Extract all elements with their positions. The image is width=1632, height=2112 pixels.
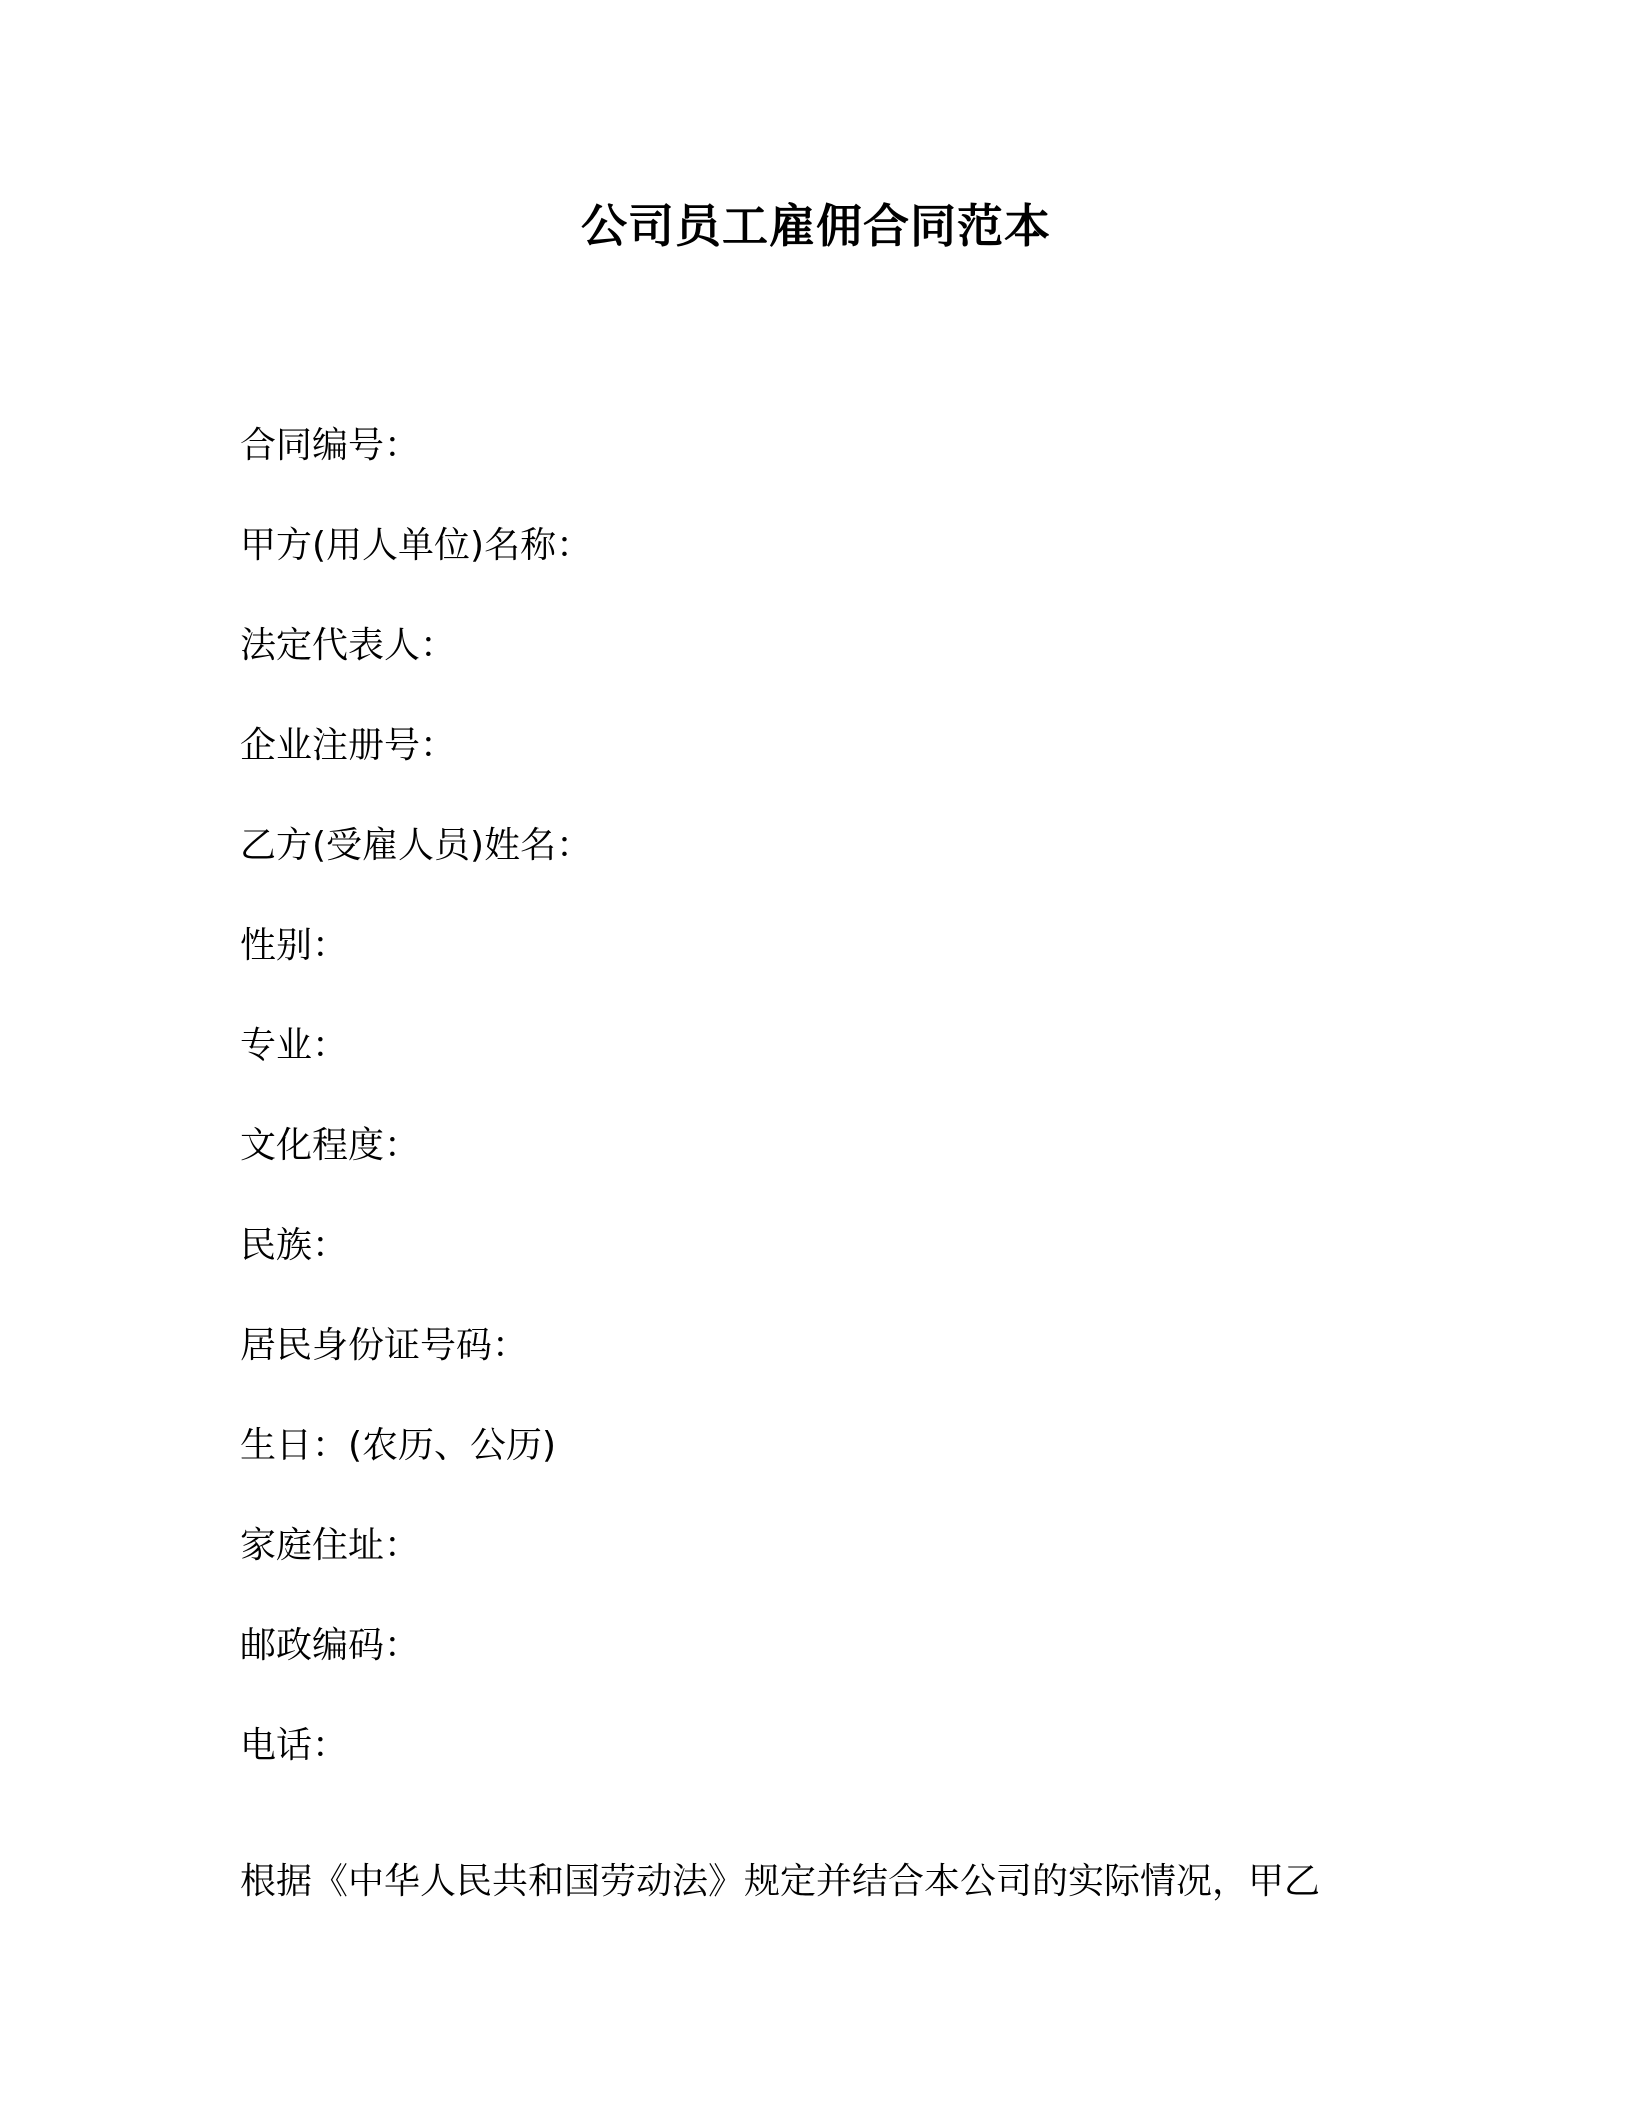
field-contract-number: 合同编号： (240, 425, 421, 466)
field-party-a-name: 甲方(用人单位)名称： (240, 525, 593, 566)
document-title: 公司员工雇佣合同范本 (581, 199, 1051, 253)
field-ethnicity: 民族： (240, 1225, 349, 1266)
field-party-b-name: 乙方(受雇人员)姓名： (240, 825, 593, 866)
field-gender: 性别： (240, 925, 349, 966)
field-birthday: 生日：(农历、公历) (240, 1425, 557, 1466)
contract-intro-paragraph: 根据《中华人民共和国劳动法》规定并结合本公司的实际情况，甲乙 (240, 1861, 1321, 1902)
field-legal-representative: 法定代表人： (240, 625, 457, 666)
field-postal-code: 邮政编码： (240, 1625, 421, 1666)
field-education-level: 文化程度： (240, 1125, 421, 1166)
field-home-address: 家庭住址： (240, 1525, 421, 1566)
contract-field-list (240, 416, 592, 1816)
field-phone: 电话： (240, 1725, 349, 1766)
field-id-number: 居民身份证号码： (240, 1325, 529, 1366)
field-company-registration-number: 企业注册号： (240, 725, 457, 766)
field-major: 专业： (240, 1025, 349, 1066)
